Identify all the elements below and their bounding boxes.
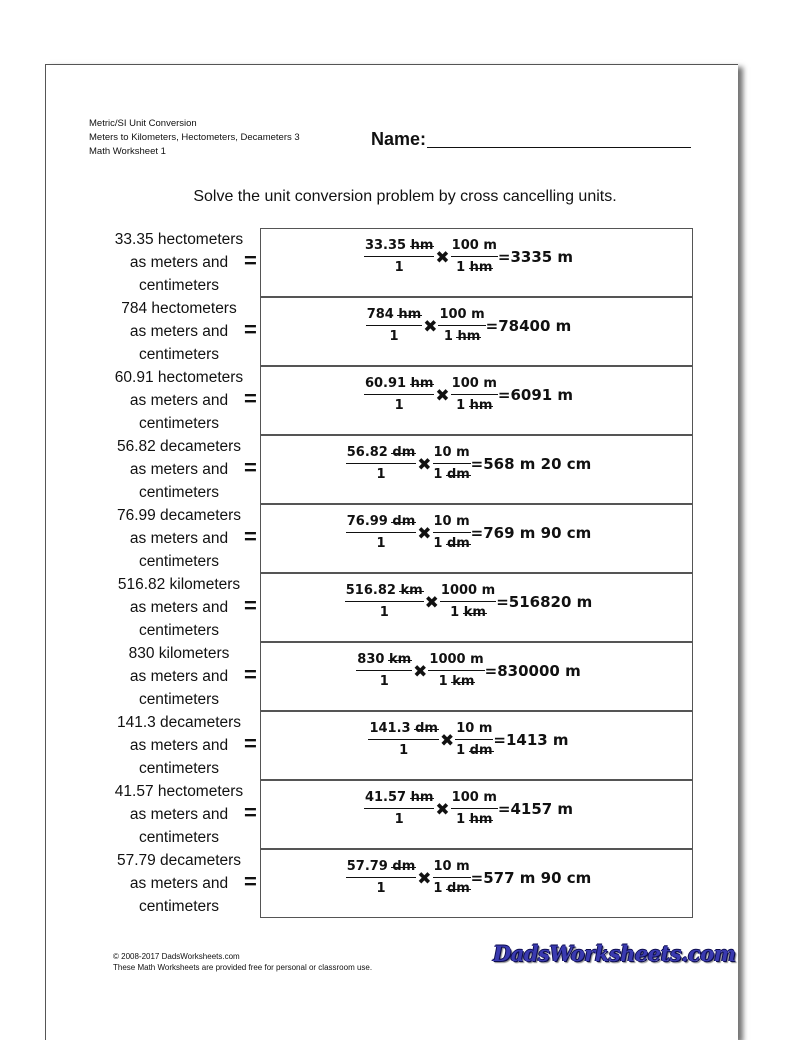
given-fraction-numerator [364,376,434,395]
multiply-icon: ✖ [439,730,455,751]
problem-line-2: as meters and [129,254,229,271]
solution-expression [346,859,592,896]
problem-text [89,228,269,297]
target-unit: m [456,859,470,874]
denominator-one: 1 [389,329,399,344]
conversion-fraction [451,238,498,275]
problem-text [89,504,269,573]
problem-line-2: as meters and [129,599,229,616]
solution-expression [346,445,592,482]
problem-line-1: 57.79 decameters [116,852,242,869]
answer-box [260,849,693,918]
cancelled-unit: hm [469,398,493,413]
result-value: =1413 m [493,730,569,749]
answer-box [260,366,693,435]
problem-line-2: as meters and [129,875,229,892]
result-value: =769 m 90 cm [470,523,592,542]
given-fraction [346,514,417,551]
answer-box [260,297,693,366]
multiply-icon: ✖ [413,661,428,682]
cancelled-unit: km [452,674,475,689]
given-fraction [346,859,417,896]
problem-line-1: 60.91 hectometers [114,369,244,386]
solution-expression [364,790,573,827]
cancelled-unit: hm [469,260,493,275]
factor-denominator-value: 1 [450,605,460,620]
problem-line-3: centimeters [138,898,220,915]
conversion-fraction [428,652,484,689]
problem-line-3: centimeters [138,553,220,570]
given-fraction-numerator [345,583,424,602]
result-value: =830000 m [484,661,581,680]
conversion-fraction [455,721,493,758]
multiply-icon: ✖ [435,247,450,268]
factor-value: 10 [456,721,475,736]
problem-line-2: as meters and [129,668,229,685]
solution-expression [345,583,592,620]
answer-box [260,228,693,297]
conversion-fraction-denominator [456,257,492,275]
problem-text [89,849,269,918]
result-value: =78400 m [485,316,572,335]
conversion-fraction [451,790,498,827]
cancelled-unit: hm [410,238,434,253]
multiply-icon: ✖ [417,454,432,475]
problem-line-1: 76.99 decameters [116,507,242,524]
equals-sign: = [244,731,257,756]
given-fraction-numerator [356,652,412,671]
conversion-fraction-numerator [433,445,471,464]
solution-expression [368,721,568,758]
factor-value: 100 [451,790,479,805]
conversion-fraction-numerator [440,583,496,602]
problem-text [89,297,269,366]
problem-text [89,435,269,504]
target-unit: m [471,307,485,322]
given-value: 784 [366,307,394,322]
multiply-icon: ✖ [435,385,450,406]
given-value: 141.3 [369,721,411,736]
given-fraction-numerator [346,859,417,878]
factor-value: 1000 [429,652,466,667]
denominator-one: 1 [376,467,386,482]
given-fraction-numerator [364,790,434,809]
given-value: 516.82 [345,583,396,598]
factor-value: 10 [433,514,452,529]
problem-line-1: 830 kilometers [128,645,230,662]
given-fraction-denominator [399,740,408,758]
cancelled-unit: km [388,652,412,667]
solution-expression [366,307,572,344]
factor-value: 100 [451,376,479,391]
solution-expression [364,238,573,275]
conversion-fraction [433,859,471,896]
answer-box [260,504,693,573]
given-fraction-numerator [368,721,439,740]
denominator-one: 1 [394,260,404,275]
problem-line-1: 141.3 decameters [116,714,242,731]
conversion-fraction-denominator [456,395,492,413]
cancelled-unit: km [400,583,423,598]
denominator-one: 1 [376,881,386,896]
cancelled-unit: km [463,605,486,620]
denominator-one: 1 [379,674,389,689]
denominator-one: 1 [376,536,386,551]
conversion-fraction-numerator [451,238,498,257]
given-value: 41.57 [364,790,407,805]
factor-denominator-value: 1 [456,260,466,275]
problem-line-3: centimeters [138,760,220,777]
problem-line-3: centimeters [138,691,220,708]
cancelled-unit: dm [392,514,416,529]
dadsworksheets-logo: DadsWorksheets.com [493,941,736,966]
factor-denominator-value: 1 [456,743,466,758]
result-value: =4157 m [497,799,574,818]
answer-box [260,780,693,849]
conversion-fraction [433,445,471,482]
answer-box [260,573,693,642]
target-unit: m [483,790,497,805]
problem-text [89,642,269,711]
answer-box [260,711,693,780]
given-value: 57.79 [346,859,388,874]
given-fraction [346,445,417,482]
cancelled-unit: hm [410,790,434,805]
conversion-fraction-denominator [444,326,480,344]
given-value: 60.91 [364,376,407,391]
problem-line-3: centimeters [138,484,220,501]
problem-line-2: as meters and [129,806,229,823]
factor-value: 1000 [440,583,478,598]
factor-denominator-value: 1 [433,467,443,482]
problem-line-1: 784 hectometers [121,300,237,317]
result-value: =6091 m [497,385,574,404]
problem-line-3: centimeters [138,829,220,846]
cancelled-unit: hm [469,812,493,827]
problem-line-1: 516.82 kilometers [117,576,241,593]
conversion-fraction-denominator [433,878,469,896]
copyright-text: © 2008-2017 DadsWorksheets.com [113,952,240,961]
multiply-icon: ✖ [417,523,432,544]
factor-denominator-value: 1 [443,329,453,344]
given-fraction-denominator [380,671,389,689]
given-value: 830 [357,652,385,667]
conversion-fraction [433,514,471,551]
problem-line-2: as meters and [129,392,229,409]
given-fraction [356,652,412,689]
result-value: =577 m 90 cm [470,868,592,887]
problem-line-2: as meters and [129,530,229,547]
factor-value: 100 [451,238,479,253]
problem-line-1: 41.57 hectometers [114,783,244,800]
result-value: =568 m 20 cm [470,454,592,473]
cancelled-unit: dm [446,536,470,551]
worksheet-number: Math Worksheet 1 [89,146,166,157]
conversion-fraction [440,583,496,620]
conversion-fraction-denominator [433,464,469,482]
denominator-one: 1 [394,812,404,827]
problem-line-2: as meters and [129,323,229,340]
given-fraction [364,238,434,275]
given-fraction-numerator [366,307,422,326]
given-fraction [366,307,422,344]
given-fraction-numerator [346,445,417,464]
problem-line-3: centimeters [138,415,220,432]
equals-sign: = [244,455,257,480]
cancelled-unit: dm [469,743,493,758]
result-value: =516820 m [496,592,593,611]
problem-line-3: centimeters [138,277,220,294]
given-fraction-denominator [380,602,389,620]
target-unit: m [483,238,497,253]
factor-denominator-value: 1 [438,674,448,689]
problem-line-2: as meters and [129,737,229,754]
given-fraction-numerator [364,238,434,257]
multiply-icon: ✖ [417,868,432,889]
problem-text [89,366,269,435]
cancelled-unit: dm [446,881,470,896]
conversion-fraction-numerator [451,790,498,809]
target-unit: m [481,583,496,598]
equals-sign: = [244,317,257,342]
factor-value: 100 [439,307,467,322]
given-fraction-denominator [389,326,398,344]
problem-line-3: centimeters [138,346,220,363]
given-fraction-denominator [376,878,385,896]
conversion-fraction-denominator [456,809,492,827]
conversion-fraction [438,307,485,344]
equals-sign: = [244,386,257,411]
given-fraction [364,790,434,827]
factor-denominator-value: 1 [456,398,466,413]
conversion-fraction-numerator [438,307,485,326]
worksheet-category: Metric/SI Unit Conversion [89,118,197,129]
cancelled-unit: dm [392,445,416,460]
answer-box [260,642,693,711]
conversion-fraction-denominator [433,533,469,551]
solution-expression [364,376,573,413]
conversion-fraction-denominator [439,671,475,689]
target-unit: m [456,514,470,529]
multiply-icon: ✖ [424,592,439,613]
name-label: Name: [371,129,427,149]
conversion-fraction [451,376,498,413]
given-fraction-denominator [376,464,385,482]
conversion-fraction-numerator [428,652,484,671]
factor-denominator-value: 1 [433,536,443,551]
multiply-icon: ✖ [423,316,438,337]
multiply-icon: ✖ [435,799,450,820]
problem-text [89,573,269,642]
cancelled-unit: dm [446,467,470,482]
given-fraction [368,721,439,758]
instructions: Solve the unit conversion problem by cross cancelling units. [193,188,617,205]
solution-expression [346,514,592,551]
given-fraction-denominator [395,257,404,275]
target-unit: m [478,721,493,736]
conversion-fraction-numerator [451,376,498,395]
given-value: 56.82 [346,445,388,460]
equals-sign: = [244,869,257,894]
problem-line-2: as meters and [129,461,229,478]
factor-denominator-value: 1 [456,812,466,827]
given-fraction-denominator [395,395,404,413]
conversion-fraction-denominator [456,740,492,758]
given-value: 33.35 [364,238,407,253]
answer-box [260,435,693,504]
equals-sign: = [244,662,257,687]
cancelled-unit: hm [457,329,481,344]
factor-value: 10 [433,859,452,874]
cancelled-unit: hm [398,307,422,322]
conversion-fraction-numerator [433,514,471,533]
given-fraction [364,376,434,413]
worksheet-subtitle: Meters to Kilometers, Hectometers, Decameters 3 [89,132,300,143]
problem-text [89,711,269,780]
denominator-one: 1 [399,743,409,758]
equals-sign: = [244,800,257,825]
equals-sign: = [244,524,257,549]
usage-note: These Math Worksheets are provided free for personal or classroom use. [113,963,373,972]
target-unit: m [470,652,484,667]
factor-denominator-value: 1 [433,881,443,896]
problem-line-3: centimeters [138,622,220,639]
given-fraction-numerator [346,514,417,533]
cancelled-unit: hm [410,376,434,391]
result-value: =3335 m [497,247,574,266]
equals-sign: = [244,248,257,273]
denominator-one: 1 [379,605,389,620]
given-fraction-denominator [395,809,404,827]
denominator-one: 1 [394,398,404,413]
conversion-fraction-numerator [433,859,471,878]
conversion-fraction-denominator [450,602,486,620]
name-blank-line [427,147,691,148]
conversion-fraction-numerator [455,721,493,740]
cancelled-unit: dm [392,859,416,874]
problem-text [89,780,269,849]
problem-line-1: 56.82 decameters [116,438,242,455]
target-unit: m [483,376,497,391]
given-fraction [345,583,424,620]
equals-sign: = [244,593,257,618]
target-unit: m [456,445,470,460]
problem-line-1: 33.35 hectometers [114,231,244,248]
given-fraction-denominator [376,533,385,551]
cancelled-unit: dm [415,721,438,736]
solution-expression [356,652,580,689]
factor-value: 10 [433,445,452,460]
given-value: 76.99 [346,514,388,529]
